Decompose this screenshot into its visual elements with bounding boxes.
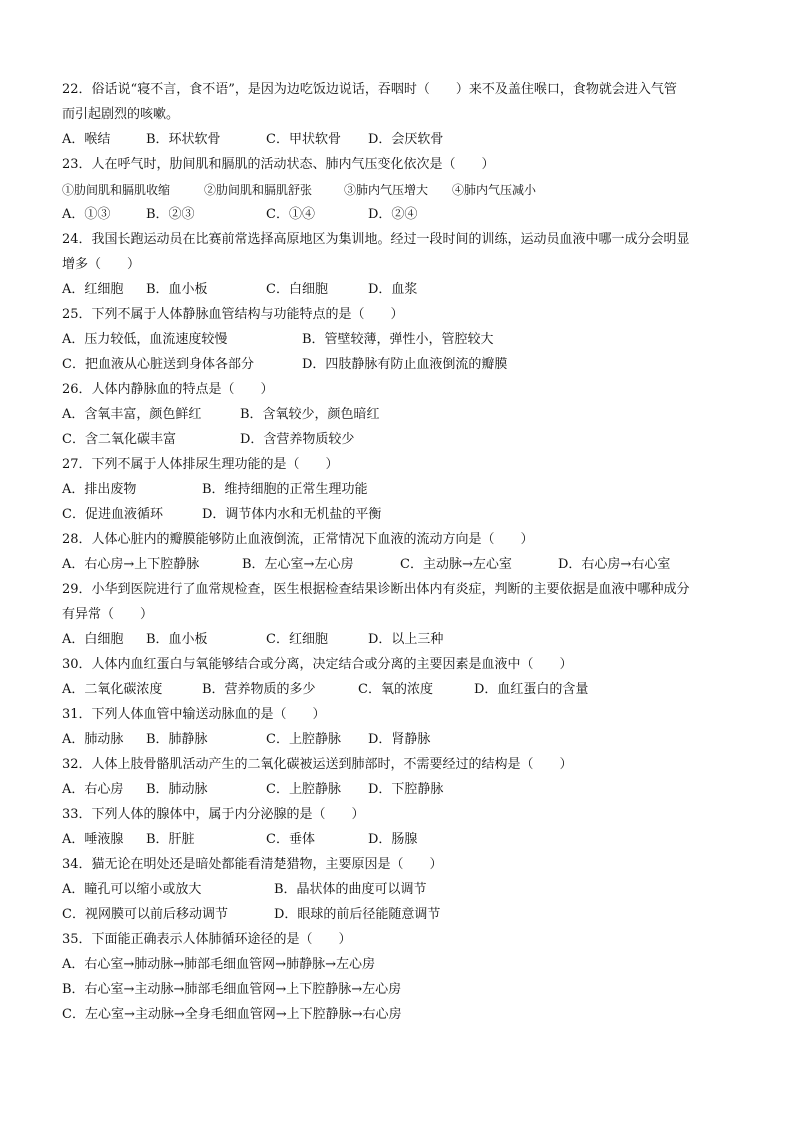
question-stem-text: 24．我国长跑运动员在比赛前常选择高原地区为集训地。经过一段时间的训练，运动员血液中哪一成分会明显 bbox=[62, 232, 690, 247]
answer-option: A．右心房→上下腔静脉 bbox=[62, 557, 200, 572]
answer-option: D．血红蛋白的含量 bbox=[474, 682, 589, 697]
answer-option: A．肺动脉 bbox=[62, 732, 124, 747]
answer-option: A．①③ bbox=[62, 207, 111, 222]
answer-option: A．喉结 bbox=[62, 132, 111, 147]
question-27-options bbox=[62, 481, 764, 499]
answer-option: D．会厌软骨 bbox=[368, 132, 444, 147]
answer-option: A．含氧丰富，颜色鲜红 bbox=[62, 407, 202, 422]
answer-option: A．唾液腺 bbox=[62, 832, 124, 847]
question-22-stem bbox=[62, 106, 764, 124]
answer-option: D．眼球的前后径能随意调节 bbox=[274, 907, 441, 922]
question-stem-text: 27．下列不属于人体排尿生理功能的是（ ） bbox=[62, 457, 339, 472]
question-23-options bbox=[62, 206, 764, 224]
answer-option: A．瞳孔可以缩小或放大 bbox=[62, 882, 202, 897]
question-30-stem bbox=[62, 656, 764, 674]
question-28-options bbox=[62, 556, 764, 574]
question-25-stem bbox=[62, 306, 764, 324]
answer-option: B．血小板 bbox=[146, 282, 208, 297]
question-26-options bbox=[62, 406, 764, 424]
answer-option: C．①④ bbox=[266, 207, 315, 222]
question-35-options bbox=[62, 981, 764, 999]
question-stem-text: 30．人体内血红蛋白与氧能够结合或分离，决定结合或分离的主要因素是血液中（ ） bbox=[62, 657, 573, 672]
answer-option: C．主动脉→左心室 bbox=[400, 557, 512, 572]
answer-option: C．含二氧化碳丰富 bbox=[62, 432, 176, 447]
question-26-options bbox=[62, 431, 764, 449]
question-31-options bbox=[62, 731, 764, 749]
question-24-stem bbox=[62, 231, 764, 249]
answer-option: D．肾静脉 bbox=[368, 732, 431, 747]
answer-option: C．氧的浓度 bbox=[358, 682, 433, 697]
answer-option: C．上腔静脉 bbox=[266, 732, 341, 747]
answer-option: D．右心房→右心室 bbox=[558, 557, 671, 572]
answer-option: C．上腔静脉 bbox=[266, 782, 341, 797]
question-stem-text: 31．下列人体血管中输送动脉血的是（ ） bbox=[62, 707, 326, 722]
answer-option: D．②④ bbox=[368, 207, 418, 222]
answer-option: C．垂体 bbox=[266, 832, 315, 847]
statement-item: ①肋间肌和膈肌收缩 bbox=[62, 183, 171, 197]
question-32-options bbox=[62, 781, 764, 799]
answer-option: C．视网膜可以前后移动调节 bbox=[62, 907, 228, 922]
question-stem-text: 有异常（ ） bbox=[62, 607, 154, 622]
question-22-stem bbox=[62, 81, 764, 99]
question-stem-text: 22．俗话说“寝不言，食不语”，是因为边吃饭边说话，吞咽时（ ）来不及盖住喉口，食物就会进入气管 bbox=[62, 82, 677, 97]
question-23-stem bbox=[62, 156, 764, 174]
question-stem-text: 28．人体心脏内的瓣膜能够防止血液倒流，正常情况下血液的流动方向是（ ） bbox=[62, 532, 534, 547]
answer-option: B．环状软骨 bbox=[146, 132, 221, 147]
question-35-options bbox=[62, 956, 764, 974]
question-34-options bbox=[62, 906, 764, 924]
question-35-options bbox=[62, 1006, 764, 1024]
answer-option: A．压力较低，血流速度较慢 bbox=[62, 332, 228, 347]
statement-item: ③肺内气压增大 bbox=[344, 183, 429, 197]
question-stem-text: 34．猫无论在明处还是暗处都能看清楚猎物，主要原因是（ ） bbox=[62, 857, 443, 872]
question-26-stem bbox=[62, 381, 764, 399]
statement-item: ④肺内气压减小 bbox=[452, 183, 537, 197]
answer-option: D．调节体内水和无机盐的平衡 bbox=[202, 507, 382, 522]
question-25-options bbox=[62, 331, 764, 349]
answer-option: B．管壁较薄，弹性小，管腔较大 bbox=[302, 332, 494, 347]
answer-option: A．右心房 bbox=[62, 782, 124, 797]
question-stem-text: 而引起剧烈的咳嗽。 bbox=[62, 107, 180, 122]
answer-option: B．肺动脉 bbox=[146, 782, 208, 797]
answer-option: D．血浆 bbox=[368, 282, 418, 297]
answer-option: C．红细胞 bbox=[266, 632, 328, 647]
question-32-stem bbox=[62, 756, 764, 774]
question-29-stem bbox=[62, 606, 764, 624]
answer-option: B．晶状体的曲度可以调节 bbox=[274, 882, 427, 897]
answer-option: B．肺静脉 bbox=[146, 732, 208, 747]
answer-option: A．白细胞 bbox=[62, 632, 124, 647]
question-24-stem bbox=[62, 256, 764, 274]
question-stem-text: 32．人体上肢骨骼肌活动产生的二氧化碳被运送到肺部时，不需要经过的结构是（ ） bbox=[62, 757, 573, 772]
question-31-stem bbox=[62, 706, 764, 724]
answer-option: B．营养物质的多少 bbox=[202, 682, 316, 697]
answer-option: C．促进血液循环 bbox=[62, 507, 163, 522]
question-33-stem bbox=[62, 806, 764, 824]
answer-option: C．左心室→主动脉→全身毛细血管网→上下腔静脉→右心房 bbox=[62, 1007, 402, 1022]
question-35-stem bbox=[62, 931, 764, 949]
question-stem-text: 35．下面能正确表示人体肺循环途径的是（ ） bbox=[62, 932, 352, 947]
answer-option: C．把血液从心脏送到身体各部分 bbox=[62, 357, 254, 372]
question-stem-text: 29．小华到医院进行了血常规检查，医生根据检查结果诊断出体内有炎症，判断的主要依据是血液中哪种成分 bbox=[62, 582, 690, 597]
answer-option: B．含氧较少，颜色暗红 bbox=[240, 407, 380, 422]
answer-option: B．维持细胞的正常生理功能 bbox=[202, 482, 368, 497]
answer-option: B．②③ bbox=[146, 207, 195, 222]
answer-option: D．下腔静脉 bbox=[368, 782, 444, 797]
question-33-options bbox=[62, 831, 764, 849]
question-29-options bbox=[62, 631, 764, 649]
question-stem-text: 33．下列人体的腺体中，属于内分泌腺的是（ ） bbox=[62, 807, 365, 822]
answer-option: A．二氧化碳浓度 bbox=[62, 682, 163, 697]
answer-option: B．右心室→主动脉→肺部毛细血管网→上下腔静脉→左心房 bbox=[62, 982, 402, 997]
question-23-statements bbox=[62, 181, 764, 199]
question-25-options bbox=[62, 356, 764, 374]
question-29-stem bbox=[62, 581, 764, 599]
question-27-stem bbox=[62, 456, 764, 474]
answer-option: C．白细胞 bbox=[266, 282, 328, 297]
answer-option: B．肝脏 bbox=[146, 832, 195, 847]
answer-option: C．甲状软骨 bbox=[266, 132, 341, 147]
question-stem-text: 23．人在呼气时，肋间肌和膈肌的活动状态、肺内气压变化依次是（ ） bbox=[62, 157, 495, 172]
answer-option: A．红细胞 bbox=[62, 282, 124, 297]
question-30-options bbox=[62, 681, 764, 699]
statement-item: ②肋间肌和膈肌舒张 bbox=[204, 183, 313, 197]
answer-option: A．右心室→肺动脉→肺部毛细血管网→肺静脉→左心房 bbox=[62, 957, 375, 972]
question-28-stem bbox=[62, 531, 764, 549]
answer-option: B．血小板 bbox=[146, 632, 208, 647]
answer-option: A．排出废物 bbox=[62, 482, 137, 497]
question-27-options bbox=[62, 506, 764, 524]
question-34-stem bbox=[62, 856, 764, 874]
answer-option: D．四肢静脉有防止血液倒流的瓣膜 bbox=[302, 357, 508, 372]
answer-option: B．左心室→左心房 bbox=[242, 557, 354, 572]
question-24-options bbox=[62, 281, 764, 299]
answer-option: D．以上三种 bbox=[368, 632, 444, 647]
question-stem-text: 26．人体内静脉血的特点是（ ） bbox=[62, 382, 274, 397]
question-stem-text: 增多（ ） bbox=[62, 257, 141, 272]
answer-option: D．含营养物质较少 bbox=[240, 432, 355, 447]
answer-option: D．肠腺 bbox=[368, 832, 418, 847]
question-stem-text: 25．下列不属于人体静脉血管结构与功能特点的是（ ） bbox=[62, 307, 404, 322]
question-34-options bbox=[62, 881, 764, 899]
question-22-options bbox=[62, 131, 764, 149]
